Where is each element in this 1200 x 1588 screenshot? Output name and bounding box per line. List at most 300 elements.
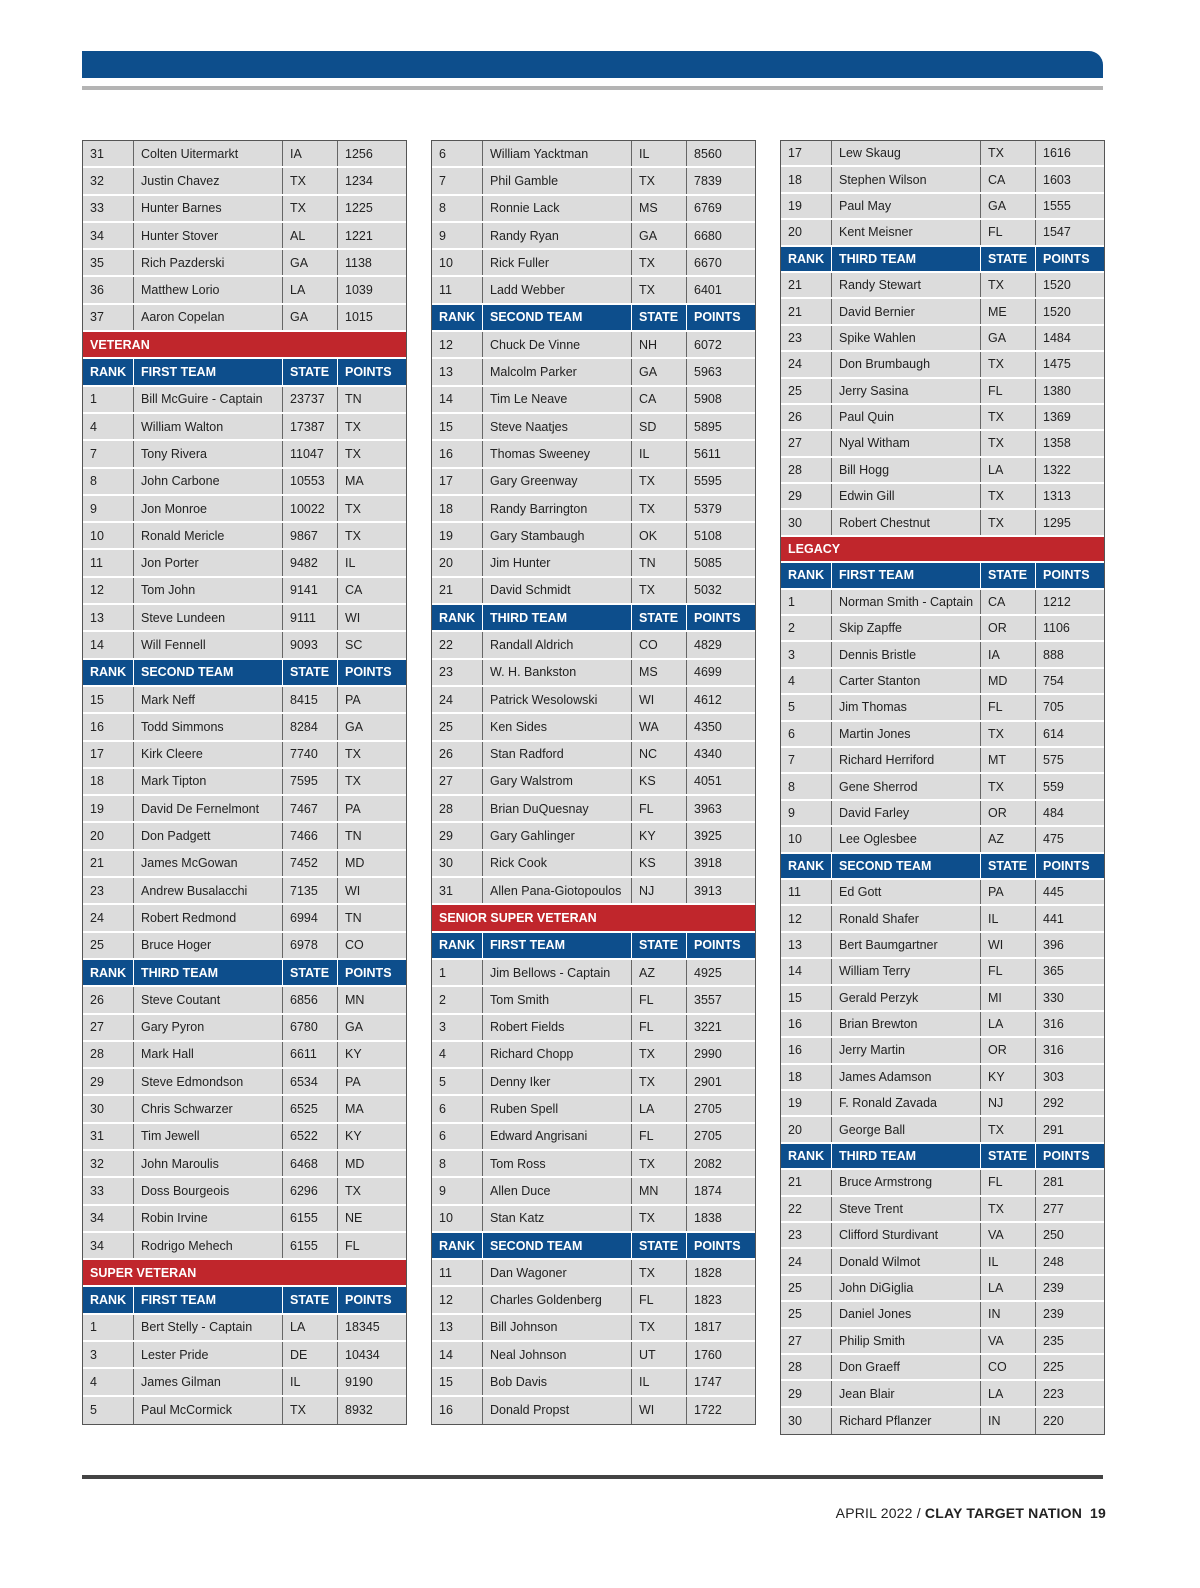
rank-cell: 4 <box>781 669 832 693</box>
rank-cell: 10 <box>781 827 832 851</box>
rank-cell: 30 <box>781 1408 832 1434</box>
value-cell: TX <box>632 469 687 494</box>
table-row <box>83 905 406 932</box>
table-row <box>83 1397 406 1424</box>
team-header-row <box>432 605 755 632</box>
value-cell: IL <box>981 1249 1036 1273</box>
rank-cell: 16 <box>83 714 134 739</box>
value-cell: TX <box>345 1183 361 1198</box>
team-header-row <box>83 660 406 687</box>
team-header-row <box>432 1233 755 1260</box>
division-header <box>83 1260 406 1287</box>
name-cell: Dan Wagoner <box>483 1260 632 1285</box>
team-header-row <box>781 247 1104 273</box>
value-cell: 475 <box>1043 832 1064 847</box>
value-cell: 5032 <box>694 583 722 598</box>
value-cell: 18345 <box>345 1320 380 1335</box>
rank-cell: 19 <box>432 523 483 548</box>
rank-cell: 34 <box>83 223 134 248</box>
name-cell: Denny Iker <box>483 1069 632 1094</box>
name-cell: Steve Lundeen <box>134 605 283 630</box>
value-cell: GA <box>283 305 338 330</box>
table-row <box>83 1178 406 1205</box>
points-header: POINTS <box>694 938 741 953</box>
rank-cell: 18 <box>83 769 134 794</box>
table-row <box>432 769 755 796</box>
table-row <box>83 469 406 496</box>
rank-cell: 3 <box>781 642 832 666</box>
division-title: LEGACY <box>788 542 841 557</box>
value-cell: NH <box>632 332 687 357</box>
table-row <box>432 496 755 523</box>
value-cell: IL <box>981 906 1036 930</box>
rank-cell: 26 <box>83 987 134 1012</box>
value-cell: 365 <box>1043 964 1064 979</box>
table-row <box>432 414 755 441</box>
name-cell: Robert Fields <box>483 1015 632 1040</box>
value-cell: MD <box>345 856 365 871</box>
table-row <box>432 714 755 741</box>
name-cell: Allen Duce <box>483 1178 632 1203</box>
value-cell: KY <box>345 1047 362 1062</box>
table-row <box>83 1233 406 1260</box>
value-cell: KS <box>632 851 687 876</box>
value-cell: GA <box>981 326 1036 350</box>
team-header: FIRST TEAM <box>134 359 283 384</box>
rank-cell: 23 <box>781 326 832 350</box>
rank-cell: 26 <box>432 742 483 767</box>
table-row <box>83 1124 406 1151</box>
table-row <box>781 722 1104 748</box>
value-cell: 7839 <box>694 173 722 188</box>
rank-cell: 15 <box>83 687 134 712</box>
value-cell: FL <box>981 220 1036 244</box>
name-cell: Hunter Barnes <box>134 196 283 221</box>
rank-cell: 11 <box>432 277 483 302</box>
value-cell: 705 <box>1043 700 1064 715</box>
value-cell: 3221 <box>694 1020 722 1035</box>
table-row <box>781 379 1104 405</box>
rank-cell: 9 <box>432 1178 483 1203</box>
name-cell: Spike Wahlen <box>832 326 981 350</box>
rank-cell: 11 <box>83 550 134 575</box>
state-header: STATE <box>283 1287 338 1312</box>
table-row <box>83 414 406 441</box>
value-cell: 1322 <box>1043 462 1071 477</box>
rank-cell: 2 <box>781 616 832 640</box>
value-cell: TX <box>981 273 1036 297</box>
value-cell: NJ <box>981 1091 1036 1115</box>
value-cell: UT <box>632 1342 687 1367</box>
value-cell: KY <box>632 823 687 848</box>
value-cell: 4925 <box>694 965 722 980</box>
rank-cell: 13 <box>432 359 483 384</box>
name-cell: Robert Redmond <box>134 905 283 930</box>
table-row <box>83 1096 406 1123</box>
value-cell: FL <box>632 987 687 1012</box>
table-row <box>781 431 1104 457</box>
rank-cell: 30 <box>432 851 483 876</box>
value-cell: 6611 <box>283 1042 338 1067</box>
table-row <box>781 774 1104 800</box>
value-cell: 9111 <box>283 605 338 630</box>
team-header: FIRST TEAM <box>832 563 981 587</box>
value-cell: 6534 <box>283 1069 338 1094</box>
value-cell: CA <box>981 167 1036 191</box>
table-row <box>432 168 755 195</box>
rank-cell: 20 <box>83 823 134 848</box>
value-cell: 10434 <box>345 1347 380 1362</box>
value-cell: 17387 <box>283 414 338 439</box>
table-row <box>781 1408 1104 1434</box>
table-row <box>781 590 1104 616</box>
rank-cell: 10 <box>432 1206 483 1231</box>
value-cell: 291 <box>1043 1122 1064 1137</box>
value-cell: 330 <box>1043 990 1064 1005</box>
name-cell: Tony Rivera <box>134 441 283 466</box>
name-cell: Gary Greenway <box>483 469 632 494</box>
name-cell: Chuck De Vinne <box>483 332 632 357</box>
table-row <box>781 827 1104 853</box>
table-row <box>432 578 755 605</box>
value-cell: AZ <box>632 960 687 985</box>
rank-cell: 16 <box>781 1038 832 1062</box>
value-cell: 5908 <box>694 392 722 407</box>
rank-header: RANK <box>432 933 483 958</box>
table-row <box>83 141 406 168</box>
header-rule <box>82 86 1103 90</box>
name-cell: Jerry Martin <box>832 1038 981 1062</box>
team-header: SECOND TEAM <box>134 660 283 685</box>
value-cell: MS <box>632 660 687 685</box>
table-row <box>83 168 406 195</box>
table-row <box>432 223 755 250</box>
points-header: POINTS <box>345 665 392 680</box>
value-cell: GA <box>632 359 687 384</box>
state-header: STATE <box>981 247 1036 271</box>
rank-cell: 23 <box>781 1223 832 1247</box>
value-cell: 281 <box>1043 1175 1064 1190</box>
table-row <box>781 1065 1104 1091</box>
table-row <box>432 1206 755 1233</box>
rank-cell: 6 <box>432 1096 483 1121</box>
rank-header: RANK <box>83 960 134 985</box>
rank-header: RANK <box>781 247 832 271</box>
value-cell: DE <box>283 1342 338 1367</box>
table-row <box>432 987 755 1014</box>
value-cell: 4829 <box>694 637 722 652</box>
value-cell: 9093 <box>283 632 338 657</box>
value-cell: 6296 <box>283 1178 338 1203</box>
name-cell: Clifford Sturdivant <box>832 1223 981 1247</box>
value-cell: 7740 <box>283 742 338 767</box>
rank-cell: 6 <box>432 141 483 166</box>
team-header: THIRD TEAM <box>832 1144 981 1168</box>
value-cell: 441 <box>1043 911 1064 926</box>
value-cell: TX <box>632 578 687 603</box>
table-row <box>781 933 1104 959</box>
rank-cell: 29 <box>432 823 483 848</box>
value-cell: 10553 <box>283 469 338 494</box>
rank-cell: 30 <box>781 510 832 534</box>
rank-cell: 1 <box>83 387 134 412</box>
points-header: POINTS <box>1043 568 1090 583</box>
name-cell: Rick Cook <box>483 851 632 876</box>
value-cell: OR <box>981 616 1036 640</box>
rank-header: RANK <box>432 605 483 630</box>
name-cell: Skip Zapffe <box>832 616 981 640</box>
rank-cell: 30 <box>83 1096 134 1121</box>
name-cell: Paul Quin <box>832 405 981 429</box>
value-cell: FL <box>632 796 687 821</box>
table-row <box>83 796 406 823</box>
value-cell: 10022 <box>283 496 338 521</box>
rank-cell: 18 <box>781 167 832 191</box>
table-row <box>432 550 755 577</box>
table-row <box>432 878 755 905</box>
name-cell: Edwin Gill <box>832 484 981 508</box>
value-cell: CO <box>981 1355 1036 1379</box>
name-cell: William Walton <box>134 414 283 439</box>
value-cell: IL <box>632 1369 687 1394</box>
table-row <box>83 196 406 223</box>
value-cell: FL <box>632 1015 687 1040</box>
table-row <box>432 141 755 168</box>
value-cell: TX <box>283 196 338 221</box>
value-cell: 6072 <box>694 337 722 352</box>
rank-cell: 28 <box>781 458 832 482</box>
table-row <box>781 1170 1104 1196</box>
value-cell: TX <box>632 1206 687 1231</box>
value-cell: 396 <box>1043 937 1064 952</box>
name-cell: Charles Goldenberg <box>483 1287 632 1312</box>
table-row <box>781 299 1104 325</box>
value-cell: TX <box>345 419 361 434</box>
value-cell: 3963 <box>694 801 722 816</box>
name-cell: Steve Naatjes <box>483 414 632 439</box>
value-cell: GA <box>345 719 364 734</box>
value-cell: FL <box>981 695 1036 719</box>
rank-cell: 16 <box>432 441 483 466</box>
rank-cell: 1 <box>83 1315 134 1340</box>
value-cell: 1555 <box>1043 198 1071 213</box>
standings-column-left <box>82 140 407 1425</box>
value-cell: FL <box>981 1170 1036 1194</box>
name-cell: Jon Monroe <box>134 496 283 521</box>
value-cell: TX <box>345 774 361 789</box>
value-cell: 754 <box>1043 674 1064 688</box>
rank-cell: 29 <box>781 484 832 508</box>
rank-cell: 9 <box>83 496 134 521</box>
value-cell: 8415 <box>283 687 338 712</box>
table-row <box>781 458 1104 484</box>
rank-cell: 36 <box>83 277 134 302</box>
table-row <box>781 959 1104 985</box>
name-cell: Jim Thomas <box>832 695 981 719</box>
rank-cell: 9 <box>781 801 832 825</box>
table-row <box>781 167 1104 193</box>
table-row <box>83 277 406 304</box>
value-cell: MD <box>981 669 1036 693</box>
rank-header: RANK <box>83 1287 134 1312</box>
rank-cell: 13 <box>432 1315 483 1340</box>
value-cell: 1722 <box>694 1403 722 1418</box>
rank-cell: 34 <box>83 1206 134 1231</box>
table-row <box>83 878 406 905</box>
state-header: STATE <box>981 1144 1036 1168</box>
name-cell: Ken Sides <box>483 714 632 739</box>
name-cell: Jean Blair <box>832 1381 981 1405</box>
value-cell: 1369 <box>1043 410 1071 425</box>
table-row <box>432 1315 755 1342</box>
team-header-row <box>83 1287 406 1314</box>
rank-cell: 20 <box>781 220 832 244</box>
rank-cell: 28 <box>781 1355 832 1379</box>
value-cell: FL <box>981 959 1036 983</box>
value-cell: TN <box>345 829 362 844</box>
name-cell: Matthew Lorio <box>134 277 283 302</box>
name-cell: Allen Pana-Giotopoulos <box>483 878 632 903</box>
rank-cell: 25 <box>432 714 483 739</box>
value-cell: 6525 <box>283 1096 338 1121</box>
value-cell: 1823 <box>694 1293 722 1308</box>
name-cell: Dennis Bristle <box>832 642 981 666</box>
value-cell: 1212 <box>1043 594 1071 609</box>
value-cell: 9867 <box>283 523 338 548</box>
value-cell: 223 <box>1043 1386 1064 1401</box>
name-cell: Martin Jones <box>832 722 981 746</box>
rank-header: RANK <box>781 563 832 587</box>
team-header-row <box>781 563 1104 589</box>
table-row <box>781 1381 1104 1407</box>
name-cell: Gerald Perzyk <box>832 986 981 1010</box>
name-cell: Gary Stambaugh <box>483 523 632 548</box>
rank-cell: 16 <box>781 1012 832 1036</box>
name-cell: David De Fernelmont <box>134 796 283 821</box>
rank-cell: 24 <box>781 1249 832 1273</box>
table-row <box>781 695 1104 721</box>
table-row <box>83 1369 406 1396</box>
value-cell: 5963 <box>694 365 722 380</box>
rank-cell: 4 <box>83 1369 134 1394</box>
footer-magazine-title: CLAY TARGET NATION <box>924 1505 1083 1521</box>
value-cell: WA <box>632 714 687 739</box>
value-cell: 7466 <box>283 823 338 848</box>
value-cell: 316 <box>1043 1017 1064 1032</box>
name-cell: Norman Smith - Captain <box>832 590 981 614</box>
name-cell: John Maroulis <box>134 1151 283 1176</box>
points-header: POINTS <box>694 610 741 625</box>
value-cell: WI <box>632 1397 687 1424</box>
name-cell: Nyal Witham <box>832 431 981 455</box>
team-header: THIRD TEAM <box>483 605 632 630</box>
name-cell: William Yacktman <box>483 141 632 166</box>
value-cell: IA <box>981 642 1036 666</box>
value-cell: 23737 <box>283 387 338 412</box>
value-cell: 4612 <box>694 692 722 707</box>
table-row <box>781 906 1104 932</box>
value-cell: AL <box>283 223 338 248</box>
value-cell: 6401 <box>694 283 722 298</box>
name-cell: James Adamson <box>832 1065 981 1089</box>
name-cell: Donald Wilmot <box>832 1249 981 1273</box>
name-cell: Ladd Webber <box>483 277 632 302</box>
table-row <box>83 1042 406 1069</box>
division-header <box>432 905 755 932</box>
table-row <box>781 1276 1104 1302</box>
team-header: FIRST TEAM <box>483 933 632 958</box>
value-cell: LA <box>283 1315 338 1340</box>
standings-column-right <box>780 140 1105 1435</box>
name-cell: Colten Uitermarkt <box>134 141 283 166</box>
value-cell: SD <box>632 414 687 439</box>
value-cell: 1838 <box>694 1211 722 1226</box>
table-row <box>432 1096 755 1123</box>
name-cell: Doss Bourgeois <box>134 1178 283 1203</box>
value-cell: 575 <box>1043 753 1064 768</box>
rank-cell: 18 <box>432 496 483 521</box>
value-cell: GA <box>632 223 687 248</box>
value-cell: 4051 <box>694 774 722 789</box>
table-row <box>781 1091 1104 1117</box>
table-row <box>432 196 755 223</box>
rank-cell: 13 <box>781 933 832 957</box>
table-row <box>781 326 1104 352</box>
name-cell: Tom John <box>134 578 283 603</box>
state-header: STATE <box>283 660 338 685</box>
rank-cell: 27 <box>83 1015 134 1040</box>
table-row <box>432 1397 755 1424</box>
rank-cell: 34 <box>83 1233 134 1258</box>
name-cell: Gary Pyron <box>134 1015 283 1040</box>
value-cell: 6780 <box>283 1015 338 1040</box>
value-cell: LA <box>981 1012 1036 1036</box>
value-cell: WI <box>345 610 361 625</box>
value-cell: 5895 <box>694 419 722 434</box>
value-cell: TN <box>632 550 687 575</box>
name-cell: Mark Neff <box>134 687 283 712</box>
rank-cell: 6 <box>432 1124 483 1149</box>
value-cell: 6522 <box>283 1124 338 1149</box>
team-header-row <box>781 854 1104 880</box>
rank-cell: 14 <box>432 387 483 412</box>
value-cell: 5108 <box>694 528 722 543</box>
rank-cell: 8 <box>781 774 832 798</box>
value-cell: 1015 <box>345 310 373 325</box>
name-cell: Steve Coutant <box>134 987 283 1012</box>
rank-cell: 23 <box>83 878 134 903</box>
value-cell: TX <box>981 484 1036 508</box>
table-row <box>432 851 755 878</box>
rank-cell: 1 <box>432 960 483 985</box>
rank-cell: 9 <box>432 223 483 248</box>
division-header <box>781 537 1104 563</box>
value-cell: 1256 <box>345 146 373 161</box>
value-cell: 1313 <box>1043 489 1071 504</box>
table-row <box>83 387 406 414</box>
value-cell: TX <box>632 1042 687 1067</box>
name-cell: Richard Pflanzer <box>832 1408 981 1434</box>
value-cell: 445 <box>1043 885 1064 900</box>
value-cell: LA <box>981 1381 1036 1405</box>
value-cell: FL <box>345 1238 360 1253</box>
rank-cell: 12 <box>432 1287 483 1312</box>
rank-cell: 12 <box>432 332 483 357</box>
name-cell: Stephen Wilson <box>832 167 981 191</box>
rank-header: RANK <box>781 1144 832 1168</box>
table-row <box>781 1197 1104 1223</box>
table-row <box>432 469 755 496</box>
